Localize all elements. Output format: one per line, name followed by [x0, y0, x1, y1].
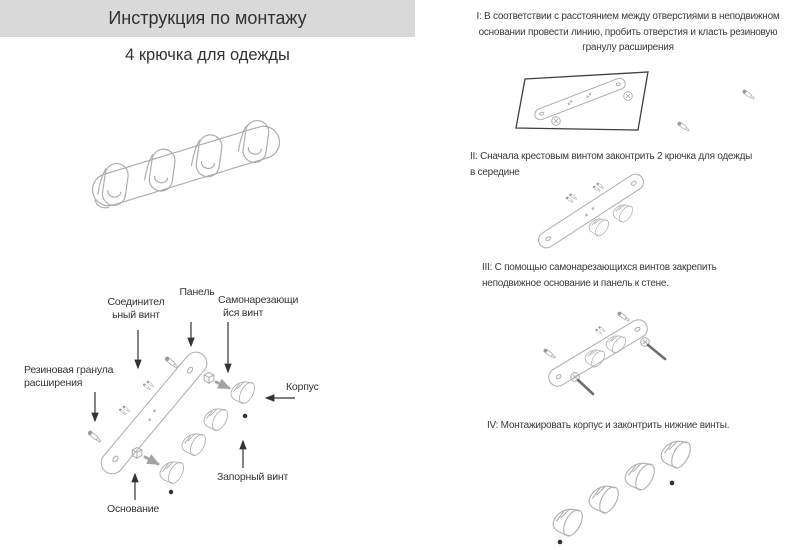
body-hook-drawing [625, 461, 658, 493]
wall-panel-outline [516, 72, 648, 130]
step-2-instructions: II: Сначала крестовым винтом законтрить 2 крючка для одежды в середине [470, 151, 753, 178]
small-screws-drawing [119, 405, 131, 416]
middle-hook-drawing [612, 202, 636, 225]
step-3-illustration [543, 311, 665, 394]
body-hook-drawing [589, 484, 622, 516]
hook-drawing [97, 161, 130, 206]
label-self-tapping-screw: Самонарезающи йся винт [218, 294, 299, 319]
hook-drawing [190, 133, 223, 178]
page-subtitle: 4 крючка для одежды [125, 46, 290, 64]
wall-screw-drawing [578, 380, 593, 394]
body-hook-drawing [160, 460, 187, 486]
label-rubber-granule: Резиновая гранула расширения [24, 364, 114, 389]
body-hook-drawing [204, 407, 231, 433]
body-hook-drawing [661, 439, 694, 471]
page-title: Инструкция по монтажу [108, 8, 307, 28]
label-base: Основание [107, 503, 160, 515]
base-drawing [132, 448, 142, 459]
hook-drawing [237, 118, 270, 163]
step-1-instructions: I: В соответствии с расстоянием между отверстиями в неподвижном основании провести линию, пробить отверстия и класть резиновую гранулу расширения [476, 11, 780, 53]
label-connecting-screw: Соединител ьный винт [107, 296, 165, 321]
step-1-illustration [516, 72, 755, 132]
step-4-instructions: IV: Монтажировать корпус и законтрить нижние винты. [487, 420, 730, 431]
label-panel: Панель [179, 286, 215, 298]
body-hook-drawing [553, 507, 586, 539]
small-screws-drawing [143, 380, 155, 391]
wall-screw-drawing [648, 345, 665, 359]
granule-screw-drawing [742, 89, 755, 100]
title-bar [0, 0, 415, 37]
rubber-granule-drawing [87, 430, 101, 443]
body-hook-drawing [182, 432, 209, 458]
base-drawing [204, 373, 214, 384]
locking-screw-drawing [169, 490, 173, 494]
step-2-illustration [535, 171, 646, 251]
locking-screw-drawing [243, 414, 247, 418]
label-body: Корпус [286, 381, 319, 393]
granule-screw-drawing [677, 121, 690, 132]
locking-screw-drawing [558, 540, 563, 545]
label-locking-screw: Запорный винт [217, 471, 289, 483]
step-3-instructions: III: С помощью самонарезающихся винтов закрепить неподвижное основание и панель к стене. [482, 262, 717, 289]
locking-screw-drawing [670, 481, 675, 486]
middle-hook-drawing [588, 216, 612, 239]
step-4-illustration [553, 439, 694, 544]
connecting-screw-drawing [164, 356, 178, 369]
hook-rail-drawing [85, 110, 285, 214]
hook-drawing [143, 147, 176, 192]
body-hook-drawing [231, 380, 258, 406]
